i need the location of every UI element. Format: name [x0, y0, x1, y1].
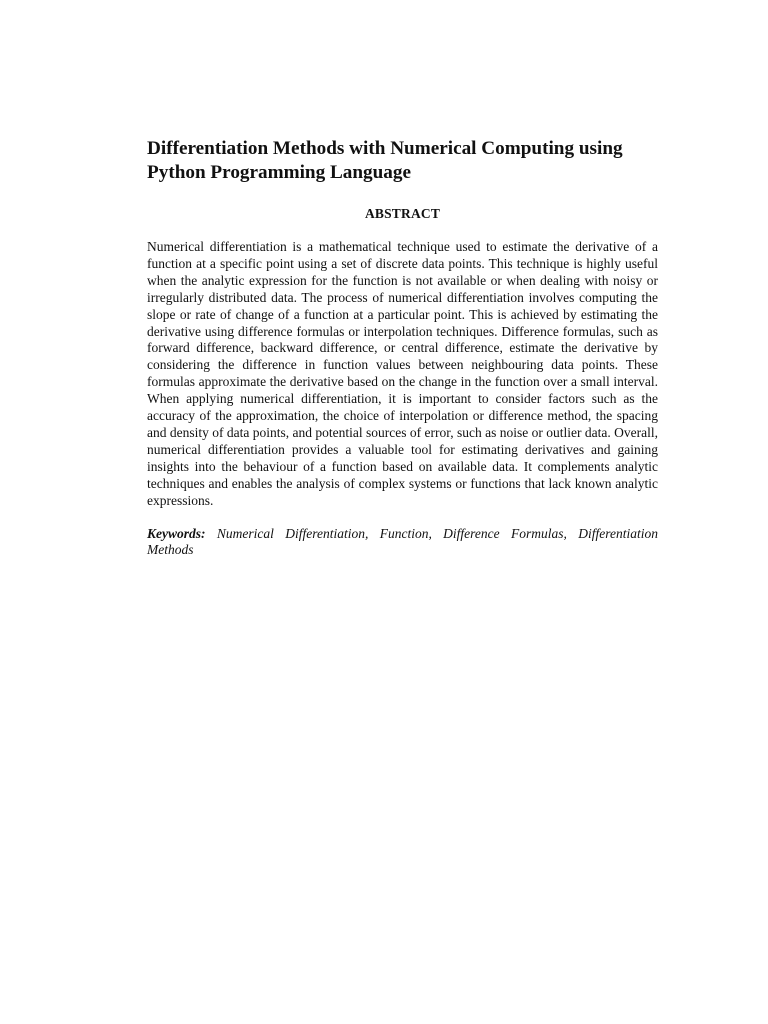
abstract-heading: ABSTRACT: [364, 206, 441, 221]
keywords: [147, 526, 658, 560]
keywords-text: Numerical Differentiation, Function, Difference Formulas, Differentiation Methods: [147, 525, 658, 558]
paper-content: [147, 137, 658, 559]
abstract-text: Numerical differentiation is a mathematical technique used to estimate the derivative of a function at a specific point using a set of discrete data points. This technique is highly useful when the analytic expression for the function is not available or when dealing with noisy or irregularly distributed data. The process of numerical differentiation involves computing the slope or rate of change of a function at a particular point. This is achieved by estimating the derivative using difference formulas or interpolation techniques. Difference formulas, such as forward difference, backward difference, or central difference, estimate the derivative by considering the difference in function values between neighbouring data points. These formulas approximate the derivative based on the change in the function over a small interval. When applying numerical differentiation, it is important to consider factors such as the accuracy of the approximation, the choice of interpolation or difference method, the spacing and density of data points, and potential sources of error, such as noise or outlier data. Overall, numerical differentiation provides a valuable tool for estimating derivatives and gaining insights into the behaviour of a function based on available data. It complements analytic techniques and enables the analysis of complex systems or functions that lack known analytic expressions.: [147, 239, 658, 508]
keywords-label: Keywords:: [147, 525, 206, 541]
paper-title: Differentiation Methods with Numerical Computing using Python Programming Language: [147, 138, 623, 183]
